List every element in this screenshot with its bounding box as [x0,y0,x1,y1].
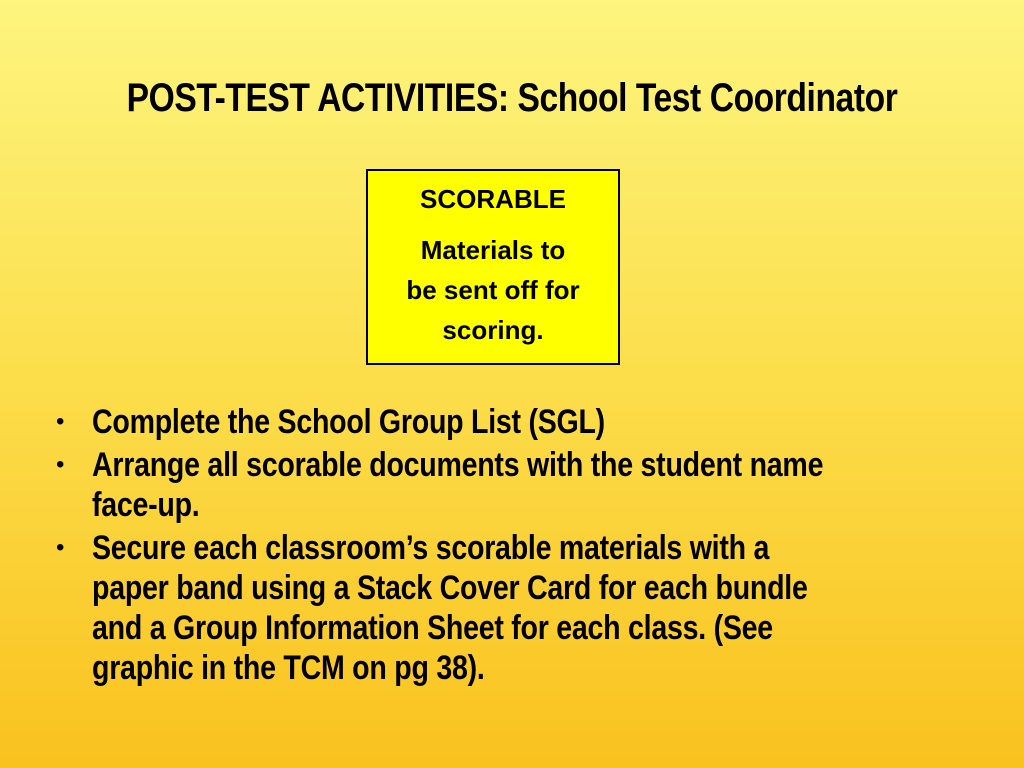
slide-title: POST-TEST ACTIVITIES: School Test Coordinator [126,76,898,120]
bullet-marker: • [56,451,65,478]
bullet-line: paper band using a Stack Cover Card for each bundle [92,569,808,607]
scorable-callout-box [366,169,620,365]
bullet-item [56,445,956,525]
callout-text [368,230,618,350]
bullet-line: Complete the School Group List (SGL) [92,403,605,441]
bullet-list [56,402,956,691]
bullet-marker: • [56,408,65,435]
bullet-text [92,528,935,688]
bullet-item [56,528,956,688]
bullet-item [56,402,956,442]
bullet-text [92,445,935,525]
bullet-line: Secure each classroom’s scorable materials with a [92,529,770,567]
bullet-line: and a Group Information Sheet for each class. (See [92,609,773,647]
callout-heading: SCORABLE [420,184,566,214]
callout-line: scoring. [442,315,544,345]
bullet-line: graphic in the TCM on pg 38). [92,649,485,687]
bullet-line: face-up. [92,486,200,524]
callout-line: be sent off for [406,275,580,305]
bullet-line: Arrange all scorable documents with the student name [92,446,824,484]
bullet-marker: • [56,534,65,561]
callout-line: Materials to [420,235,566,265]
bullet-text [92,402,935,442]
